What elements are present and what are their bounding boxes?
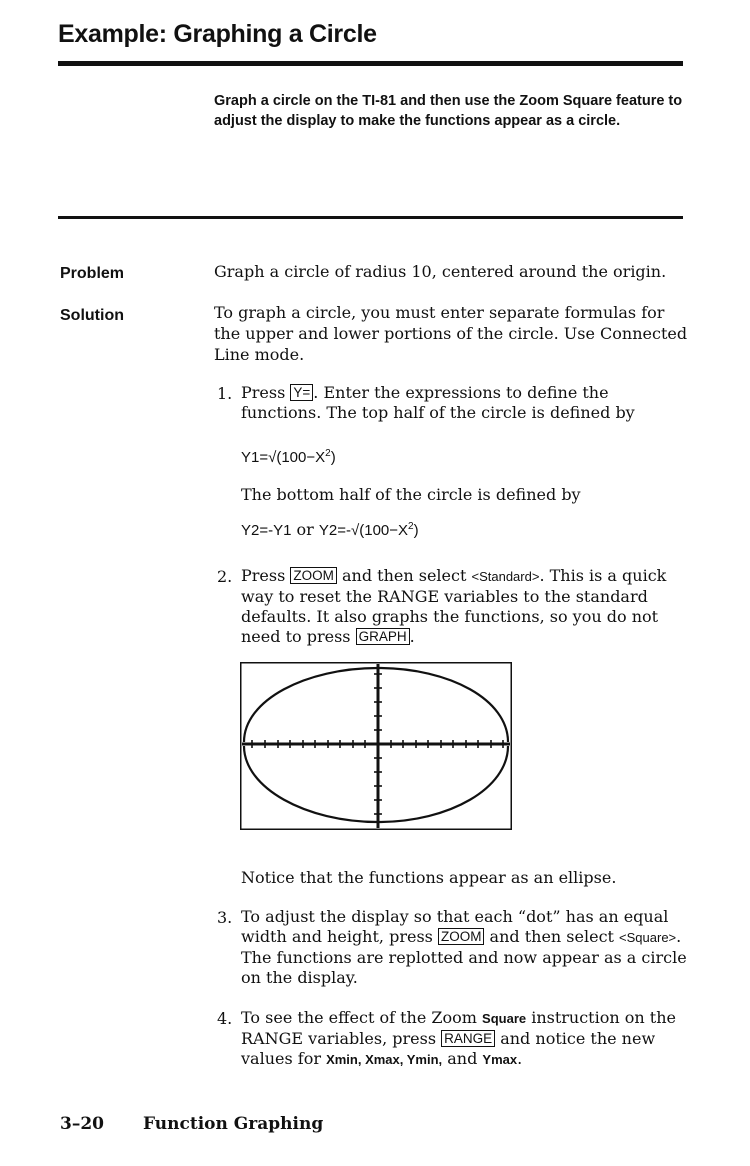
- y-equals-key: Y=: [290, 384, 313, 401]
- step-4-text: To see the effect of the Zoom Square instruction on the RANGE variables, press RANGE and notice the new values for Xmin, Xmax, Ymin, and Ymax.: [241, 1008, 676, 1068]
- intro-text: Graph a circle on the TI-81 and then use the Zoom Square feature to adjust the display to make the functions appear as a circle.: [214, 93, 683, 129]
- standard-option: <Standard>: [471, 569, 540, 584]
- step-1-number: 1.: [217, 384, 233, 403]
- page-number: 3–20: [60, 1114, 104, 1134]
- page-title: Example: Graphing a Circle: [58, 20, 377, 48]
- step-1-text: Press Y= . Enter the expressions to define the functions. The top half of the circle is defined by: [241, 383, 635, 422]
- zoom-key: ZOOM: [290, 567, 337, 584]
- step-4-number: 4.: [217, 1009, 233, 1028]
- range-key: RANGE: [441, 1030, 495, 1047]
- solution-label: Solution: [60, 307, 124, 324]
- step-3-text: To adjust the display so that each “dot” has an equal width and height, press ZOOM and then select <Square>. The functions are replotted and now appear as a circle on the display.: [241, 907, 687, 987]
- graph-key: GRAPH: [356, 628, 410, 645]
- section-name: Function Graphing: [143, 1114, 324, 1134]
- calculator-graph-screen: [240, 662, 512, 830]
- step-2-number: 2.: [217, 567, 233, 586]
- step-3-number: 3.: [217, 908, 233, 927]
- step-1-bottom-half-text: The bottom half of the circle is defined by: [241, 485, 581, 504]
- header-rule: [58, 61, 683, 66]
- solution-text: To graph a circle, you must enter separate formulas for the upper and lower portions of the circle. Use Connected Line mode.: [214, 303, 688, 364]
- formula-y1: $Y1=√(100-X^2)$: [241, 448, 336, 466]
- section-rule: [58, 216, 683, 219]
- ellipse-note: Notice that the functions appear as an ellipse.: [241, 868, 617, 887]
- zoom-key: ZOOM: [438, 928, 485, 945]
- square-option: <Square>: [619, 930, 677, 945]
- problem-label: Problem: [60, 265, 125, 282]
- formula-y2: Y2=-Y1 or $Y2=-√(100-X^2)$: [241, 520, 419, 539]
- step-2-text: Press ZOOM and then select <Standard>. This is a quick way to reset the RANGE variables to the standard defaults. It also graphs the functions, so you do not need to press GRAPH .: [241, 566, 667, 646]
- problem-text: Graph a circle of radius 10, centered around the origin.: [214, 262, 667, 281]
